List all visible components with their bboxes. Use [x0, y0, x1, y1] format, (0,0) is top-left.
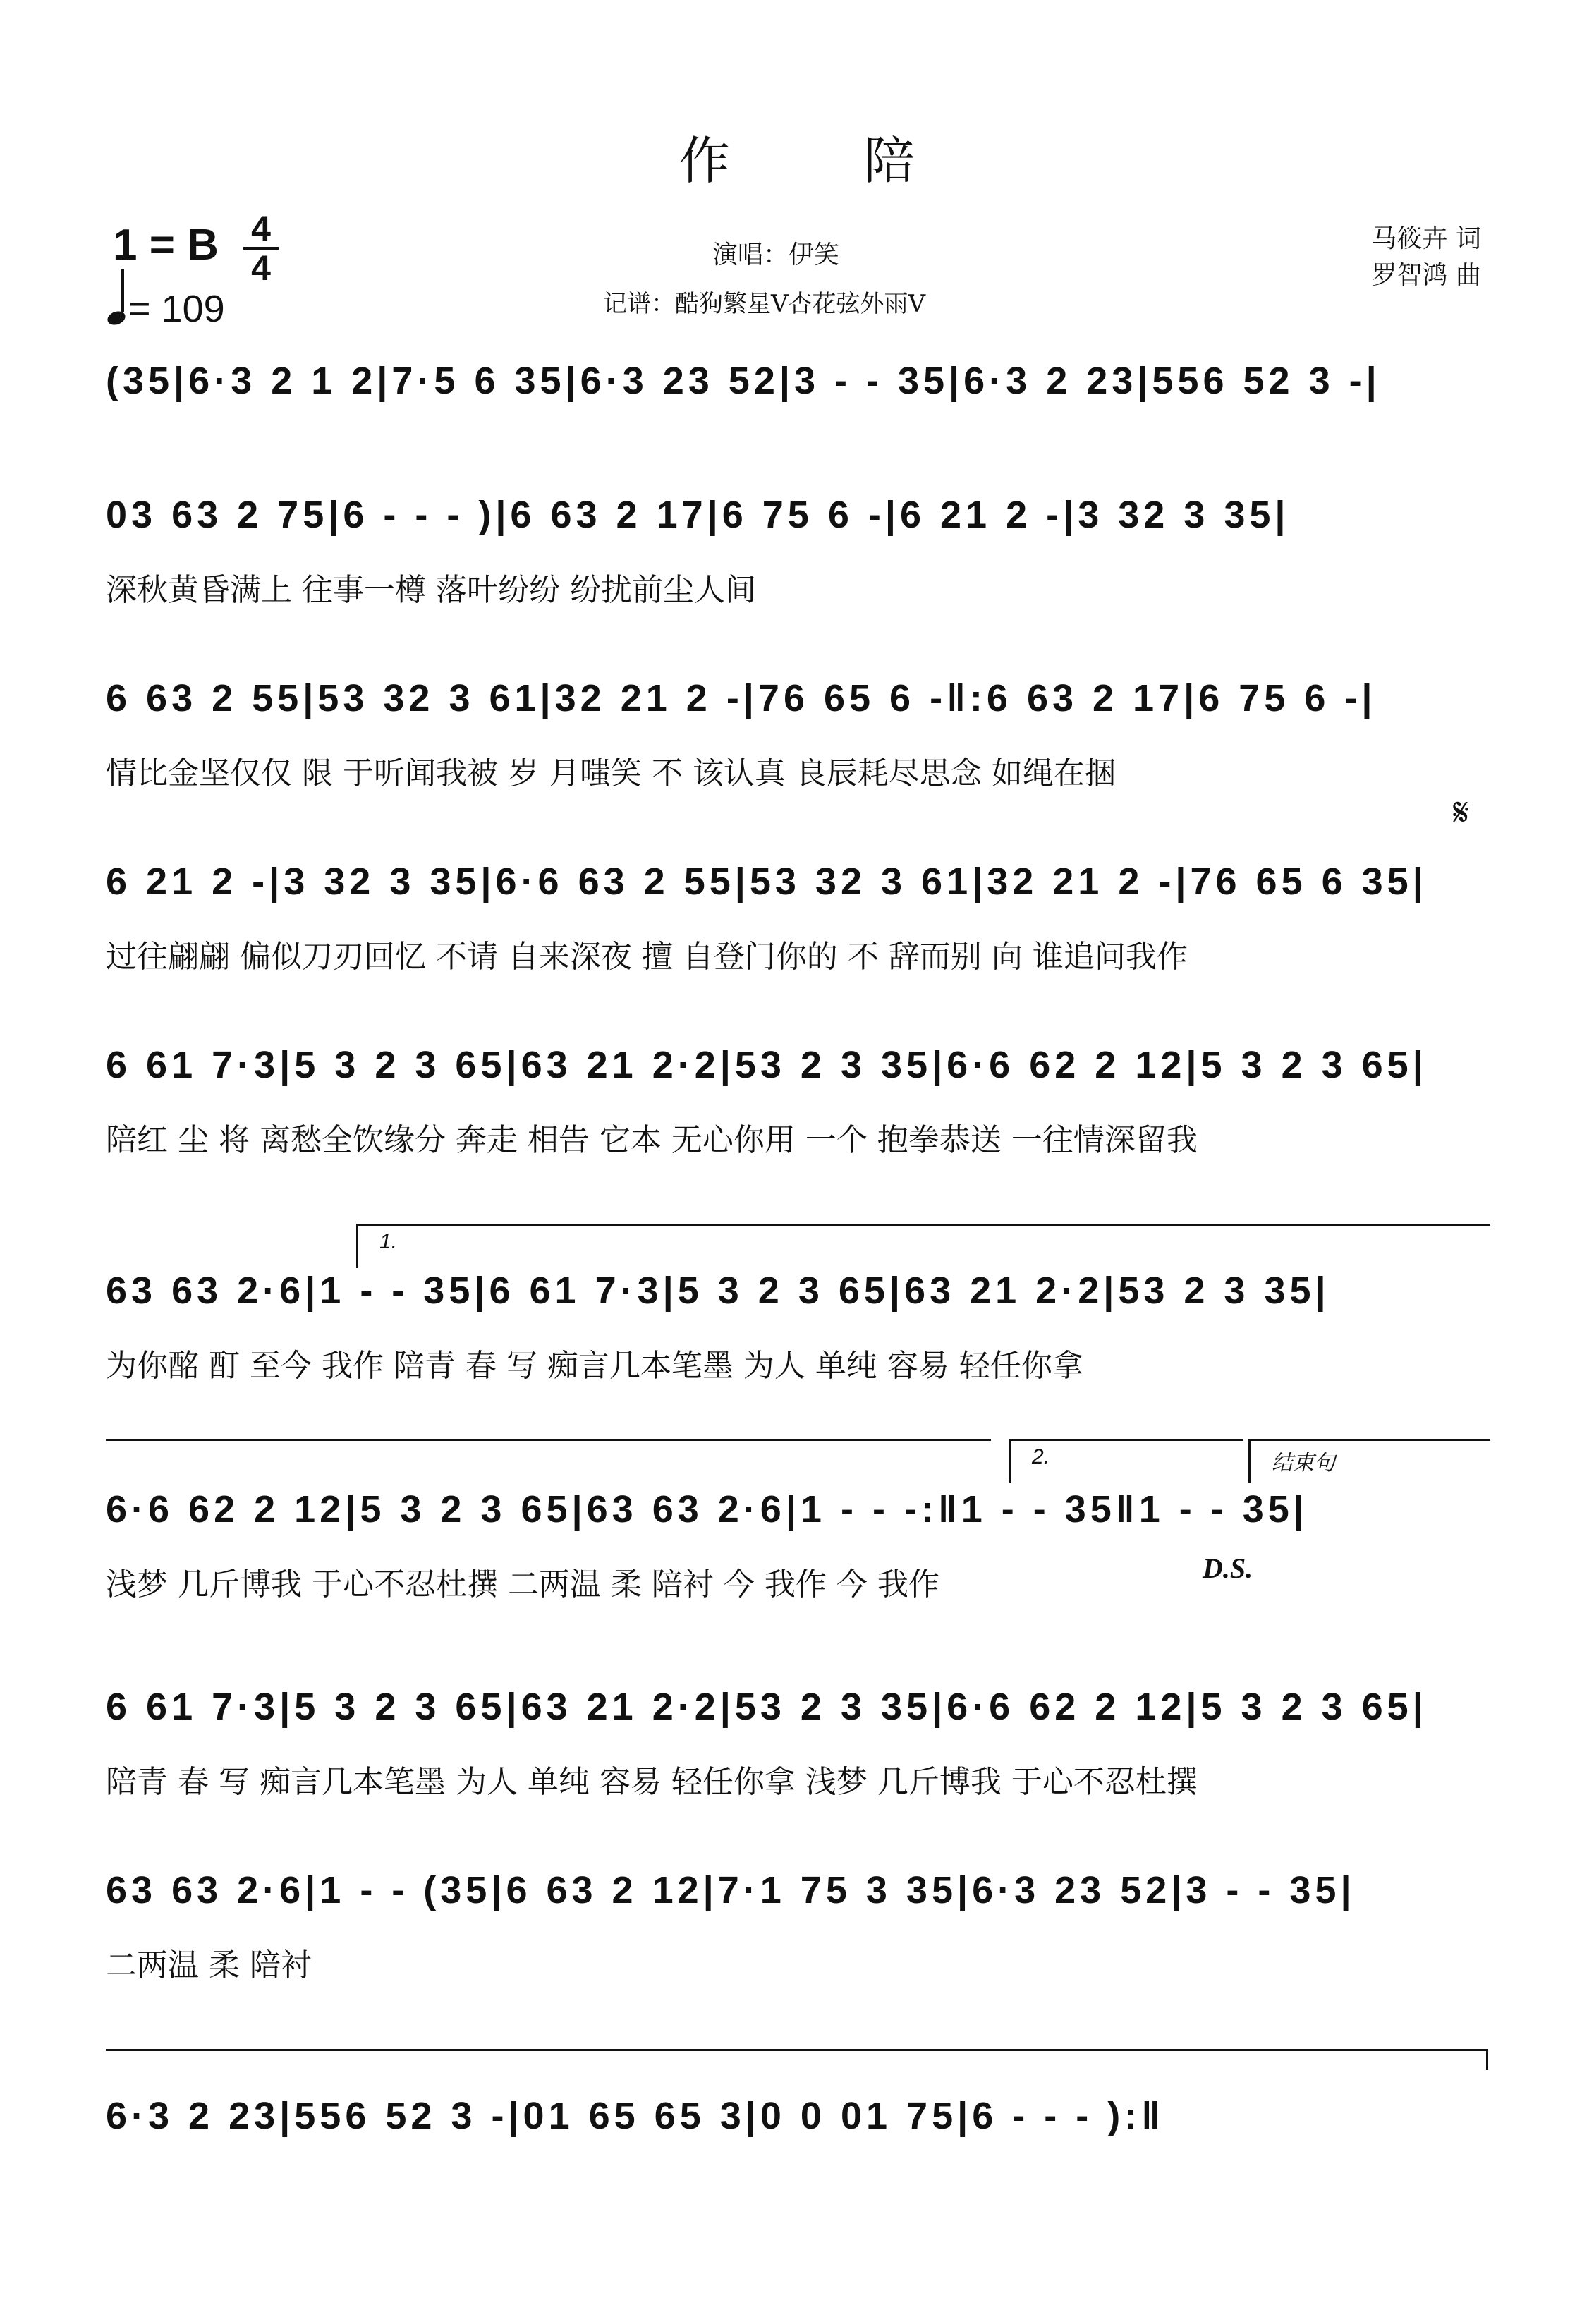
notation-line: 63 63 2·6|1 - - 35|6 61 7·3|5 3 2 3 65|63 21 2·2|53 2 3 35|	[106, 1270, 1330, 1312]
time-signature-top: 4	[251, 209, 271, 248]
lyrics-line: 二两温 柔 陪衬	[106, 1947, 312, 1983]
song-title: 作陪	[679, 131, 1049, 190]
volta-bracket-2	[1009, 1439, 1243, 1483]
volta-label-2: 2.	[1032, 1445, 1050, 1468]
notation-line: 6·6 62 2 12|5 3 2 3 65|63 63 2·6|1 - - -:‖1 - - 35‖1 - - 35|	[106, 1488, 1308, 1531]
quarter-note-stem-icon	[121, 269, 124, 312]
lyrics-line: 深秋黄昏满上 往事一樽 落叶纷纷 纷扰前尘人间	[106, 572, 756, 608]
lyrics-line: 情比金坚仅仅 限 于听闻我被 岁 月嗤笑 不 该认真 良辰耗尽思念 如绳在捆	[106, 755, 1116, 791]
lyrics-line: 陪青 春 写 痴言几本笔墨 为人 单纯 容易 轻任你拿 浅梦 几斤博我 于心不忍杜撰	[106, 1764, 1198, 1800]
lyrics-line: 陪红 尘 将 离愁全饮缘分 奔走 相告 它本 无心你用 一个 抱拳恭送 一往情深留我	[106, 1122, 1198, 1158]
dal-segno-marking: D.S.	[1203, 1552, 1253, 1584]
notation-line: 6 63 2 55|53 32 3 61|32 21 2 -|76 65 6 -‖:6 63 2 17|6 75 6 -|	[106, 677, 1377, 719]
segno-icon: 𝄋	[1453, 790, 1470, 834]
composer-credit: 罗智鸿 曲	[1371, 261, 1481, 290]
notation-line: 63 63 2·6|1 - - (35|6 63 2 12|7·1 75 3 35|6·3 23 52|3 - - 35|	[106, 1869, 1356, 1911]
notation-line: 6·3 2 23|556 52 3 -|01 65 65 3|0 0 01 75|6 - - - ):‖	[106, 2095, 1165, 2137]
lyrics-line: 为你酩 酊 至今 我作 陪青 春 写 痴言几本笔墨 为人 单纯 容易 轻任你拿	[106, 1348, 1083, 1384]
time-signature-bottom: 4	[251, 248, 271, 288]
time-signature	[243, 209, 279, 288]
lyrics-line: 浅梦 几斤博我 于心不忍杜撰 二两温 柔 陪衬 今 我作 今 我作	[106, 1566, 939, 1602]
volta-label-1: 1.	[379, 1230, 398, 1253]
notation-line: 03 63 2 75|6 - - - )|6 63 2 17|6 75 6 -|6 21 2 -|3 32 3 35|	[106, 494, 1290, 536]
repeat-bracket-end	[1486, 2049, 1488, 2070]
notation-line: 6 21 2 -|3 32 3 35|6·6 63 2 55|53 32 3 61|32 21 2 -|76 65 6 35|	[106, 860, 1428, 903]
notation-line: 6 61 7·3|5 3 2 3 65|63 21 2·2|53 2 3 35|6·6 62 2 12|5 3 2 3 65|	[106, 1686, 1428, 1728]
tempo-marking	[107, 279, 225, 331]
ending-label: 结束句	[1272, 1452, 1335, 1475]
key-signature: 1 = B	[113, 221, 219, 269]
singer-credit: 演唱：伊笑	[712, 241, 840, 269]
recorder-credit: 记谱：酷狗繁星V杏花弦外雨V	[603, 290, 926, 318]
volta-1-continuation-line	[106, 1439, 991, 1441]
notation-line: 6 61 7·3|5 3 2 3 65|63 21 2·2|53 2 3 35|6·6 62 2 12|5 3 2 3 65|	[106, 1044, 1428, 1086]
notation-line: (35|6·3 2 1 2|7·5 6 35|6·3 23 52|3 - - 35|6·3 2 23|556 52 3 -|	[106, 360, 1381, 402]
volta-bracket-1	[356, 1224, 1490, 1268]
lyricist-credit: 马筱卉 词	[1371, 224, 1481, 253]
repeat-bracket-line	[106, 2049, 1488, 2051]
ending-bracket	[1248, 1439, 1490, 1483]
tempo-value: = 109	[128, 288, 225, 330]
lyrics-line: 过往翩翩 偏似刀刃回忆 不请 自来深夜 擅 自登门你的 不 辞而别 向 谁追问我作	[106, 939, 1188, 975]
